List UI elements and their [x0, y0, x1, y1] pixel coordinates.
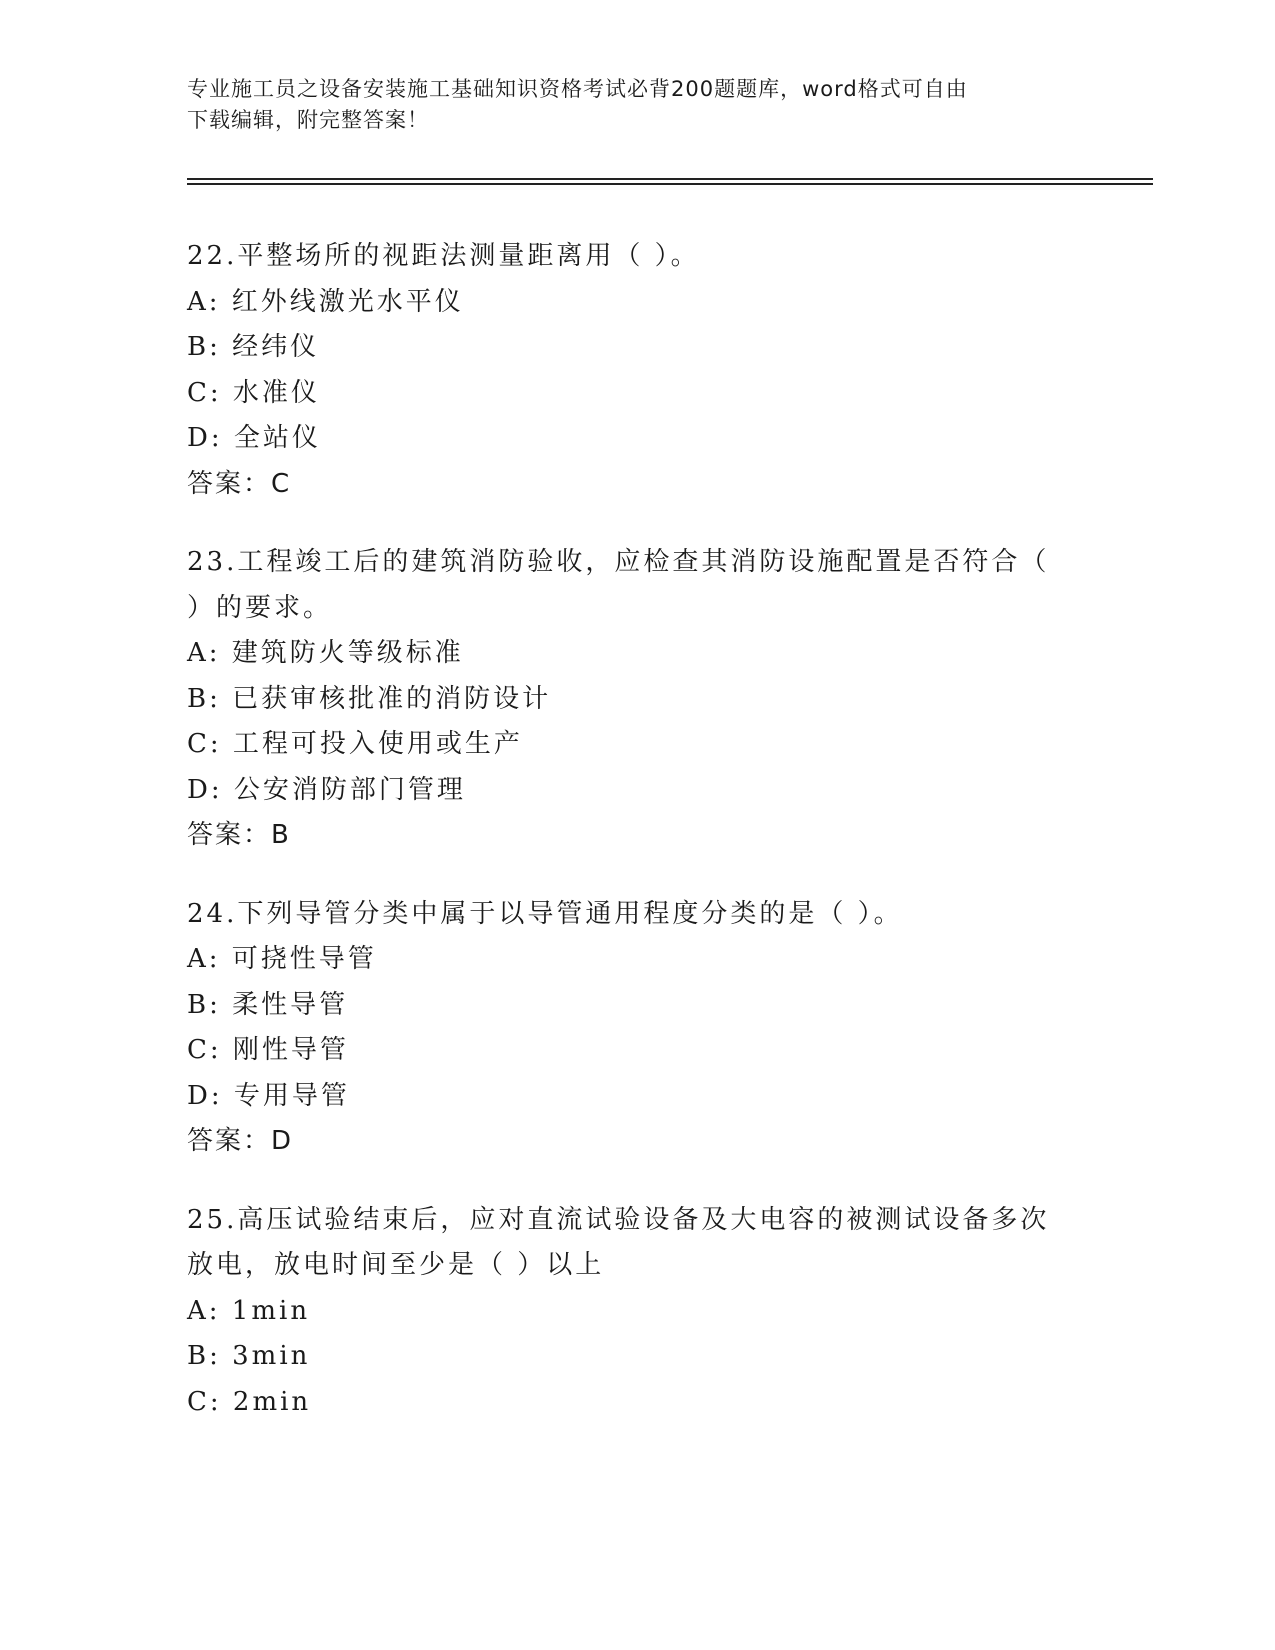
option-c: C: 2min: [187, 1386, 312, 1417]
question-24: [187, 892, 1087, 1165]
question-stem: 23.工程竣工后的建筑消防验收，应检查其消防设施配置是否符合（ ）的要求。: [187, 547, 1050, 623]
header-title-line-1: 专业施工员之设备安装施工基础知识资格考试必背200题题库，word格式可自由: [187, 77, 968, 101]
option-a: A: 1min: [187, 1295, 311, 1326]
option-c: C: 水准仪: [187, 377, 320, 408]
header-title-line-2: 下载编辑，附完整答案！: [187, 108, 429, 132]
question-23: [187, 540, 1087, 859]
answer-label: 答案：D: [187, 1126, 294, 1156]
option-d: D: 专用导管: [187, 1080, 350, 1111]
option-d: D: 全站仪: [187, 423, 321, 453]
question-list: [187, 234, 1087, 1458]
option-b: B: 柔性导管: [187, 989, 349, 1020]
option-c: C: 刚性导管: [187, 1035, 349, 1065]
option-a: A: 可挠性导管: [187, 944, 377, 974]
document-header: [187, 74, 1087, 136]
option-b: B: 已获审核批准的消防设计: [187, 683, 552, 714]
header-divider-bottom: [187, 183, 1153, 185]
option-a: A: 建筑防火等级标准: [187, 638, 464, 668]
question-25: [187, 1198, 1087, 1426]
answer-label: 答案：B: [187, 820, 291, 850]
header-divider-top: [187, 178, 1153, 180]
option-a: A: 红外线激光水平仪: [187, 286, 464, 317]
option-b: B: 经纬仪: [187, 332, 320, 362]
question-stem: 24.下列导管分类中属于以导管通用程度分类的是（ ）。: [187, 898, 903, 929]
option-d: D: 公安消防部门管理: [187, 774, 466, 805]
option-c: C: 工程可投入使用或生产: [187, 729, 523, 759]
question-stem: 22.平整场所的视距法测量距离用（ ）。: [187, 241, 700, 271]
option-b: B: 3min: [187, 1341, 311, 1371]
question-22: [187, 234, 1087, 507]
question-stem: 25.高压试验结束后，应对直流试验设备及大电容的被测试设备多次放电，放电时间至少是（ ）以上: [187, 1204, 1050, 1280]
answer-label: 答案：C: [187, 468, 292, 499]
